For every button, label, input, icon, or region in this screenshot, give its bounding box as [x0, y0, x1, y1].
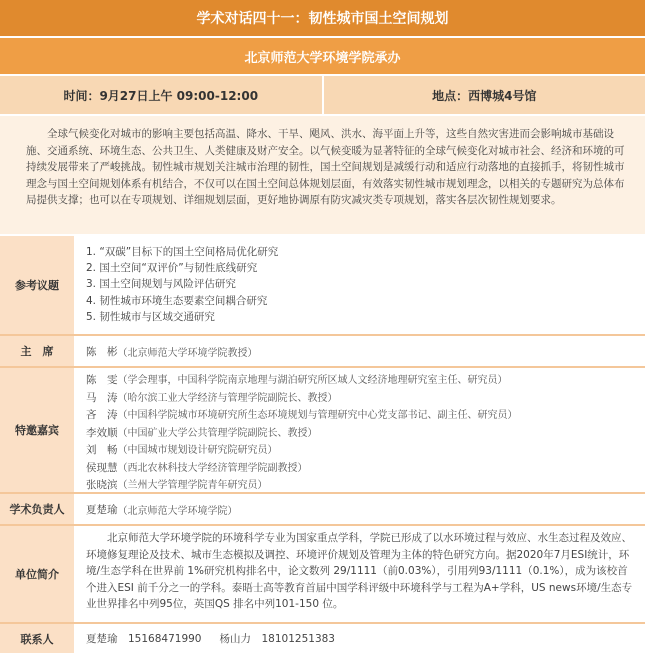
guests-label: 特邀嘉宾	[0, 368, 76, 492]
guests-list	[76, 368, 645, 492]
academic-lead-affiliation: （北京师范大学环境学院）	[117, 505, 238, 517]
guest-affiliation: （中国城市规划设计研究院研究员）	[117, 445, 278, 456]
chair-name: 陈 彬	[86, 345, 118, 358]
time-place-row	[0, 76, 645, 114]
list-item	[86, 372, 635, 390]
event-place: 地点：西博城4号馆	[432, 88, 537, 103]
chair-row	[0, 336, 645, 366]
guest-affiliation: （中国科学院城市环境研究所生态环境规划与管理研究中心党支部书记、副主任、研究员）	[117, 410, 518, 421]
contact-row	[0, 624, 645, 653]
guest-name: 吝 涛	[86, 409, 118, 421]
guest-name: 刘 畅	[86, 444, 118, 456]
topic-item: 3. 国土空间规划与风险评估研究	[86, 278, 236, 291]
event-title: 学术对话四十一：韧性城市国土空间规划	[0, 0, 645, 36]
list-item	[86, 390, 635, 408]
guest-name: 张晓滨	[86, 479, 118, 491]
guest-name: 陈 雯	[86, 374, 118, 386]
guests-row	[0, 368, 645, 492]
host-banner: 北京师范大学环境学院承办	[0, 38, 645, 74]
topics-label: 参考议题	[0, 236, 76, 334]
list-item	[86, 460, 635, 478]
topics-row	[0, 236, 645, 334]
guest-affiliation: （西北农林科技大学经济管理学院副教授）	[117, 462, 308, 474]
list-item	[86, 407, 635, 425]
guest-affiliation: （中国矿业大学公共管理学院副院长、教授）	[117, 427, 318, 439]
unit-intro-label: 单位简介	[0, 526, 76, 622]
guest-name: 马 涛	[86, 391, 118, 404]
academic-lead-name: 夏楚瑜	[86, 503, 118, 516]
academic-lead-row	[0, 494, 645, 524]
chair-label: 主 席	[0, 336, 76, 366]
guest-name: 侯现慧	[86, 461, 118, 474]
chair-affiliation: （北京师范大学环境学院教授）	[117, 347, 258, 359]
contact-label: 联系人	[0, 624, 76, 653]
unit-intro-row	[0, 526, 645, 622]
topic-item: 2. 国土空间“双评价”与韧性底线研究	[86, 262, 258, 275]
topics-list	[76, 236, 645, 334]
topic-item: 5. 韧性城市与区域交通研究	[86, 310, 215, 323]
guest-affiliation: （兰州大学管理学院青年研究员）	[117, 480, 268, 491]
topic-item: 4. 韧性城市环境生态要素空间耦合研究	[86, 294, 268, 307]
intro-paragraph: 全球气候变化对城市的影响主要包括高温、降水、干旱、飓风、洪水、海平面上升等，这些自然灾害进而会影响城市基础设施、交通系统、环境生态、公共卫生、人类健康及财产安全。以气候变暖为显著特征的全球气候变化对城市社会、经济和环境的可持续发展带来了严峻挑战。韧性城市规划关注城市治理的韧性，国土空间规划是减缓行动和适应行动落地的直接抓手，将韧性城市理念与国土空间规划体系有机结合，不仅可以在国土空间总体规划层面，有效落实韧性城市规划理念，以相关的专题研究为总体布局提供支撑；也可以在专项规划、详细规划层面，更好地协调原有防灾减灾类专项规划，落实各层次韧性规划要求。	[0, 116, 645, 234]
unit-intro-text: 北京师范大学环境学院的环境科学专业为国家重点学科，学院已形成了以水环境过程与效应、水生态过程及效应、环境修复理论及技术、城市生态模拟及调控、环境评价规划及管理为主体的特色研究方向。据2020年7月ESI统计，环境/生态学科在世界前 1%研究机构排名中，论文数列 29/1111（前0.03%），引用列93/1111（0.1%），成为该校首个进入ESI 前千分之一的学科。泰晤士高等教育首届中国学科评级中环境科学与工程为A+学科，US news环境/生态专业世界排名中列95位，英国QS 排名中列101-150 位。	[76, 526, 645, 622]
contact-person-2: 杨山力 18101251383	[219, 633, 335, 645]
topic-item: 1. “双碳”目标下的国土空间格局优化研究	[86, 246, 279, 258]
event-time: 时间：9月27日上午 09:00-12:00	[0, 76, 324, 114]
guest-name: 李效顺	[86, 426, 118, 439]
guest-affiliation: （学会理事，中国科学院南京地理与湖泊研究所区域人文经济地理研究室主任、研究员）	[117, 375, 508, 386]
guest-affiliation: （哈尔滨工业大学经济与管理学院副院长、教授）	[117, 392, 338, 404]
academic-lead-label: 学术负责人	[0, 494, 76, 524]
list-item	[86, 425, 635, 443]
list-item	[86, 442, 635, 460]
contact-person-1: 夏楚瑜 15168471990	[86, 633, 202, 645]
